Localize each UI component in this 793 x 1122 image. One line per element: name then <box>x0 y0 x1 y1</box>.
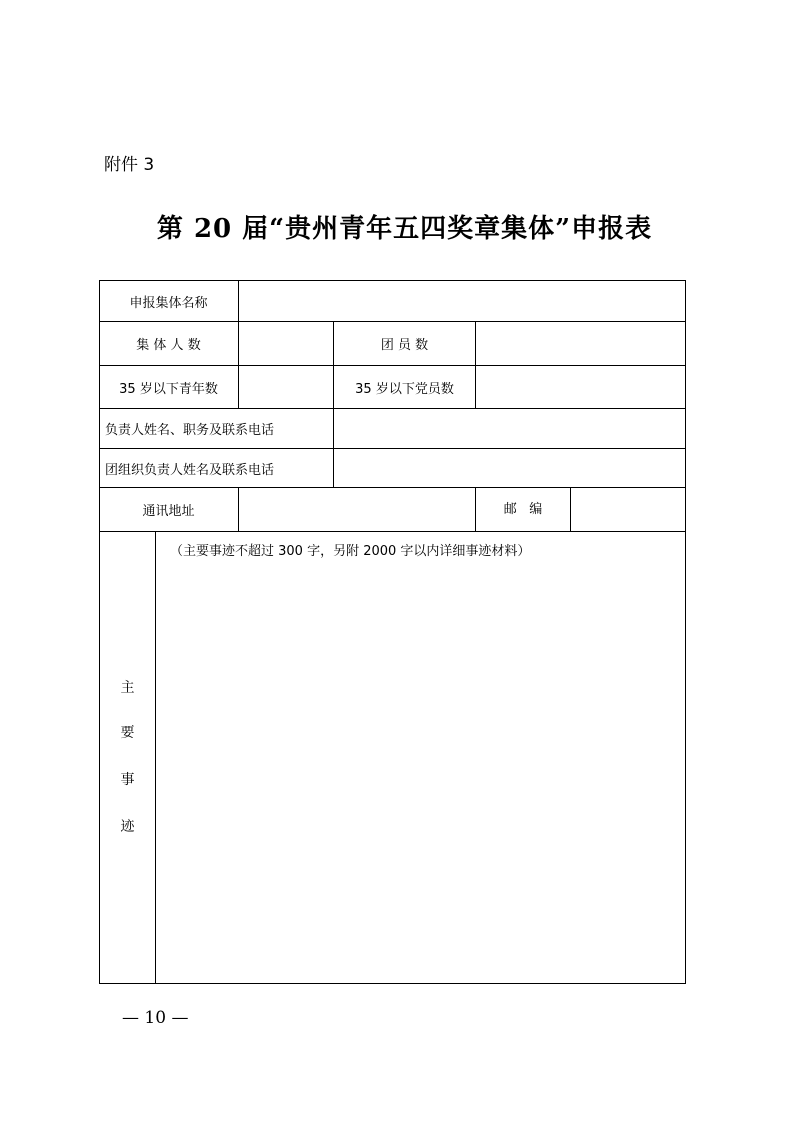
deeds-text-area[interactable] <box>156 562 685 982</box>
leader-info-label: 负责人姓名、职务及联系电话 <box>105 423 275 438</box>
table-border-bottom <box>99 983 686 984</box>
table-line-row6 <box>99 531 686 532</box>
deeds-label-char: 要 <box>120 725 135 741</box>
league-member-count-field[interactable] <box>476 322 685 365</box>
attachment-label: 附件 3 <box>104 155 155 175</box>
deeds-label-char: 主 <box>120 680 135 696</box>
address-field[interactable] <box>239 488 475 531</box>
youth-count-label: 35 岁以下青年数 <box>119 381 218 397</box>
deeds-label-char: 迹 <box>120 819 135 835</box>
league-leader-info-label: 团组织负责人姓名及联系电话 <box>105 462 275 478</box>
page-number: — 10 — <box>122 1008 189 1028</box>
party-member-count-field[interactable] <box>476 366 685 408</box>
form-title-text: 第 20 届“贵州青年五四奖章集体”申报表 <box>156 214 653 244</box>
deeds-label-char: 事 <box>120 772 135 788</box>
group-name-field[interactable] <box>239 281 685 321</box>
leader-info-field[interactable] <box>334 409 685 448</box>
table-border-right <box>685 280 686 984</box>
league-member-count-label: 团 员 数 <box>380 338 429 353</box>
postcode-field[interactable] <box>571 488 685 531</box>
youth-count-field[interactable] <box>239 366 333 408</box>
deeds-instruction-note: （主要事迹不超过 300 字，另附 2000 字以内详细事迹材料） <box>170 544 531 559</box>
member-count-label: 集 体 人 数 <box>136 338 201 353</box>
group-name-label: 申报集体名称 <box>129 295 208 311</box>
address-label: 通讯地址 <box>142 504 195 519</box>
party-member-count-label: 35 岁以下党员数 <box>355 381 454 397</box>
member-count-field[interactable] <box>239 322 333 365</box>
league-leader-info-field[interactable] <box>334 449 685 487</box>
postcode-label: 邮 编 <box>503 501 543 517</box>
